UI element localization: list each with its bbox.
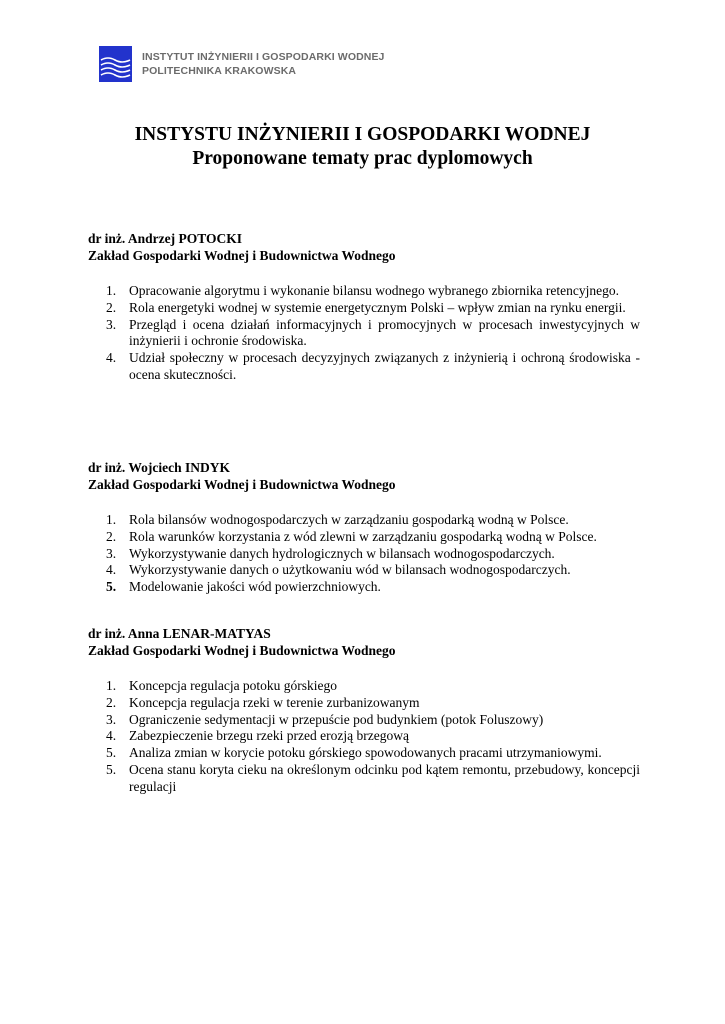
logo-text	[142, 51, 385, 78]
supervisor-name: dr inż. Wojciech INDYK	[88, 460, 231, 475]
topic-number: 2.	[106, 299, 117, 315]
topic-number: 3.	[106, 545, 117, 561]
supervisor-section	[88, 625, 640, 796]
topic-item	[88, 712, 640, 729]
topic-text: Koncepcja regulacja rzeki w terenie zurbanizowanym	[129, 694, 420, 710]
topic-number: 3.	[106, 316, 117, 332]
logo-line-1: INSTYTUT INŻYNIERII I GOSPODARKI WODNEJ	[142, 51, 385, 63]
topic-number: 4.	[106, 562, 117, 578]
topic-text: Zabezpieczenie brzegu rzeki przed erozją brzegową	[129, 728, 409, 744]
topic-number: 4.	[106, 350, 117, 366]
topic-text: Ocena stanu koryta cieku na określonym odcinku pod kątem remontu, przebudowy, koncepcji regulacji	[129, 761, 640, 794]
topic-item	[88, 762, 640, 796]
topic-text: Rola warunków korzystania z wód zlewni w zarządzaniu gospodarką wodną w Polsce.	[129, 528, 597, 544]
topic-number: 5.	[106, 761, 117, 777]
topic-number: 5.	[106, 579, 117, 595]
topic-number: 2.	[106, 694, 117, 710]
topic-number: 1.	[106, 283, 117, 298]
topic-text: Opracowanie algorytmu i wykonanie bilansu wodnego wybranego zbiornika retencyjnego.	[129, 283, 619, 298]
department-name: Zakład Gospodarki Wodnej i Budownictwa Wodnego	[88, 248, 396, 263]
page-title: INSTYSTU INŻYNIERII I GOSPODARKI WODNEJ	[134, 124, 591, 145]
topic-text: Wykorzystywanie danych hydrologicznych w bilansach wodnogospodarczych.	[129, 545, 555, 561]
topic-number: 2.	[106, 528, 117, 544]
topic-item	[88, 745, 640, 762]
topic-text: Udział społeczny w procesach decyzyjnych związanych z inżynierią i ochroną środowiska - ocena skuteczności.	[129, 350, 640, 382]
topic-text: Ograniczenie sedymentacji w przepuście pod budynkiem (potok Foluszowy)	[129, 711, 544, 727]
supervisor-name: dr inż. Andrzej POTOCKI	[88, 231, 243, 246]
topic-list	[88, 512, 640, 596]
topic-item	[88, 728, 640, 745]
waves-logo-icon	[99, 46, 132, 82]
topic-text: Przegląd i ocena działań informacyjnych i promocyjnych w procesach inwestycyjnych w inżynierii i ochronie środowiska.	[129, 316, 640, 349]
supervisor-section	[88, 459, 640, 596]
institute-logo	[99, 46, 399, 86]
department-name: Zakład Gospodarki Wodnej i Budownictwa Wodnego	[88, 643, 396, 658]
topic-item	[88, 317, 640, 351]
topic-item	[88, 579, 640, 596]
topic-item	[88, 678, 640, 695]
topic-item	[88, 529, 640, 546]
topic-text: Modelowanie jakości wód powierzchniowych.	[129, 579, 381, 595]
supervisor-name: dr inż. Anna LENAR-MATYAS	[88, 626, 271, 641]
topic-list	[88, 283, 640, 384]
topic-item	[88, 283, 640, 300]
topic-text: Wykorzystywanie danych o użytkowaniu wód w bilansach wodnogospodarczych.	[129, 562, 571, 578]
topic-number: 3.	[106, 711, 117, 727]
topic-item	[88, 695, 640, 712]
topic-number: 1.	[106, 512, 117, 527]
topic-number: 1.	[106, 678, 117, 693]
topic-item	[88, 562, 640, 579]
topic-text: Rola bilansów wodnogospodarczych w zarządzaniu gospodarką wodną w Polsce.	[129, 512, 569, 527]
page-subtitle: Proponowane tematy prac dyplomowych	[192, 148, 533, 169]
department-name: Zakład Gospodarki Wodnej i Budownictwa Wodnego	[88, 477, 396, 492]
topic-item	[88, 512, 640, 529]
topic-item	[88, 350, 640, 384]
topic-number: 4.	[106, 728, 117, 744]
topic-text: Rola energetyki wodnej w systemie energetycznym Polski – wpływ zmian na rynku energii.	[129, 299, 626, 315]
topic-number: 5.	[106, 745, 117, 761]
topic-item	[88, 300, 640, 317]
topic-text: Koncepcja regulacja potoku górskiego	[129, 678, 338, 693]
supervisor-section	[88, 230, 640, 384]
logo-line-2: POLITECHNIKA KRAKOWSKA	[142, 64, 297, 77]
topic-text: Analiza zmian w korycie potoku górskiego spowodowanych pracami utrzymaniowymi.	[129, 745, 602, 761]
topic-item	[88, 546, 640, 563]
topic-list	[88, 678, 640, 796]
